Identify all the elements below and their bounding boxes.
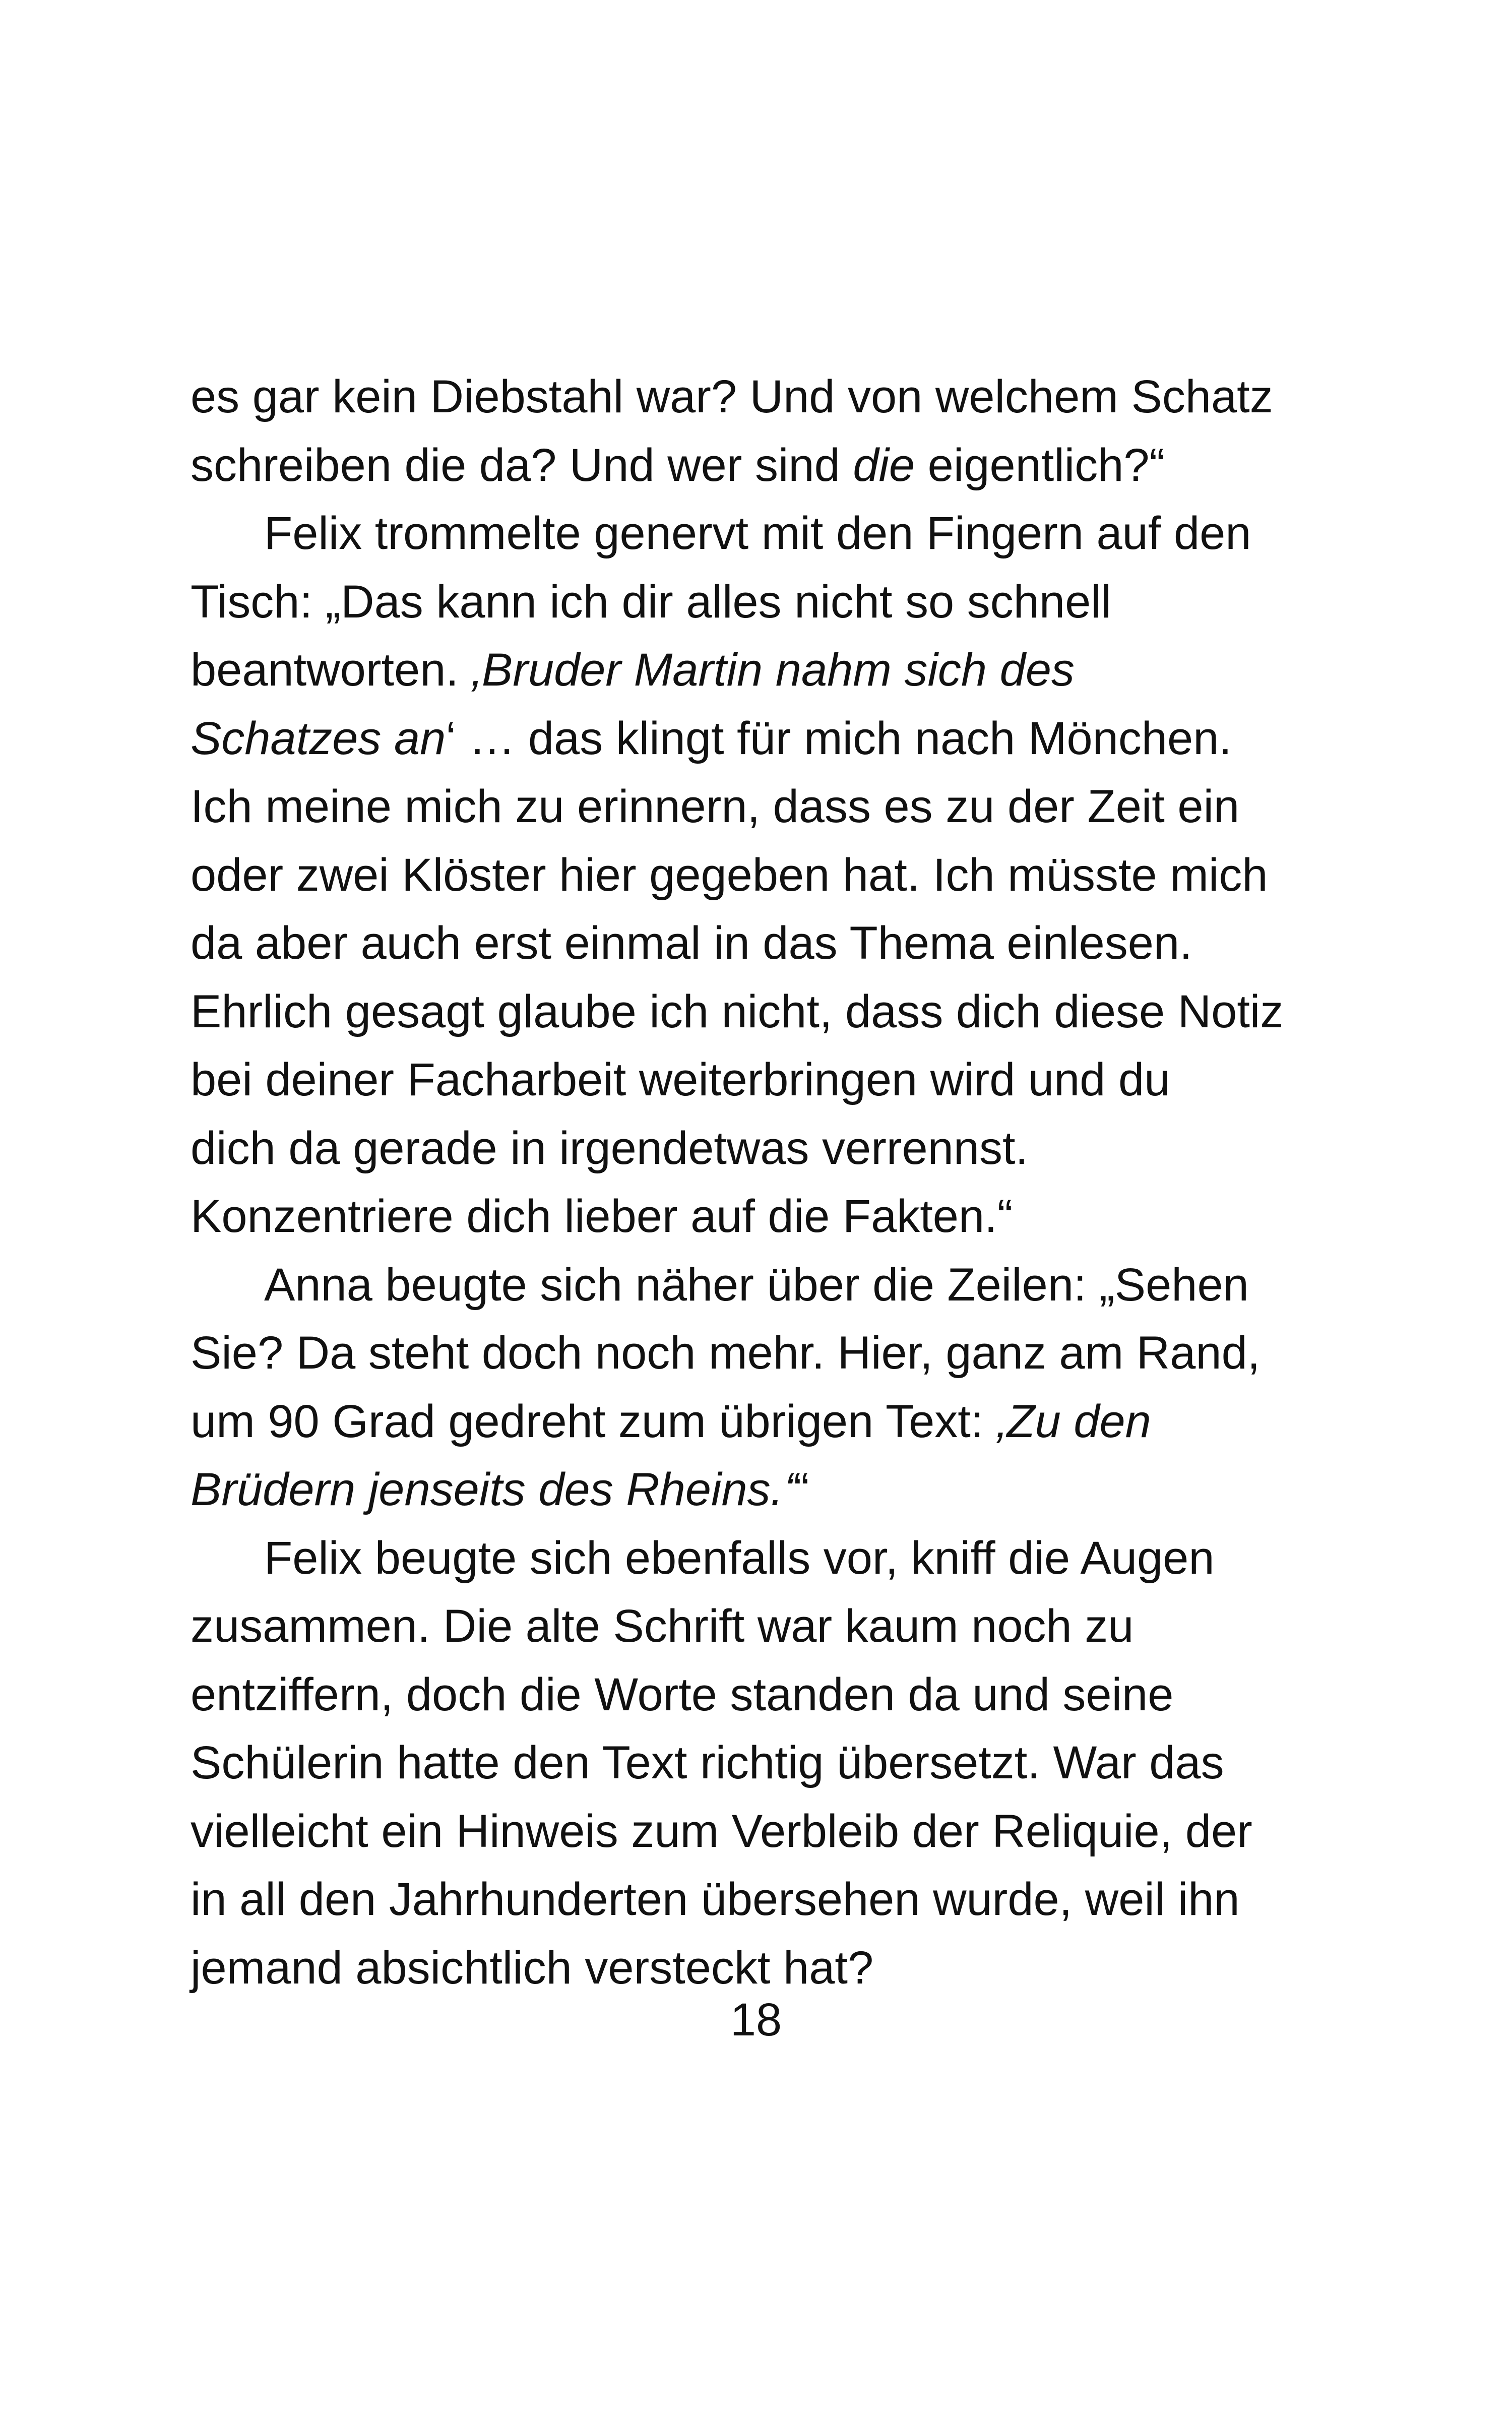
text-line [191, 1046, 1299, 1114]
text-line [191, 1592, 1299, 1661]
text-segment: es gar kein Diebstahl war? Und von welchem Schatz [191, 371, 1273, 422]
italic-text: ‚Bruder Martin nahm sich des [471, 644, 1075, 696]
text-line [191, 568, 1299, 637]
text-line [191, 1456, 1299, 1524]
text-segment: Schülerin hatte den Text richtig übersetzt. War das [191, 1737, 1224, 1788]
italic-text: die [853, 439, 915, 491]
text-line [191, 978, 1299, 1046]
text-line [191, 1729, 1299, 1798]
text-segment: Ehrlich gesagt glaube ich nicht, dass dich diese Notiz [191, 985, 1284, 1037]
text-segment: Tisch: „Das kann ich dir alles nicht so schnell [191, 576, 1112, 628]
text-line [191, 431, 1299, 500]
text-line [191, 705, 1299, 773]
text-segment: Felix beugte sich ebenfalls vor, kniff die Augen [264, 1532, 1215, 1584]
italic-text: Brüdern jenseits des Rheins.‘ [191, 1464, 794, 1515]
text-segment: oder zwei Klöster hier gegeben hat. Ich müsste mich [191, 849, 1268, 901]
text-segment: Konzentriere dich lieber auf die Fakten.“ [191, 1191, 1013, 1242]
text-line [191, 636, 1299, 705]
text-segment: beantworten. [191, 644, 472, 696]
text-line [191, 1183, 1299, 1251]
text-segment: da aber auch erst einmal in das Thema einlesen. [191, 917, 1192, 969]
text-segment: Anna beugte sich näher über die Zeilen: „Sehen [264, 1259, 1249, 1311]
text-segment: eigentlich?“ [915, 439, 1165, 491]
text-segment: jemand absichtlich versteckt hat? [191, 1942, 874, 1994]
text-line [191, 1661, 1299, 1729]
text-segment: um 90 Grad gedreht zum übrigen Text: [191, 1395, 996, 1447]
text-line [191, 1388, 1299, 1456]
page-number: 18 [730, 1994, 782, 2046]
text-line [191, 1319, 1299, 1388]
text-line [191, 909, 1299, 978]
text-segment: in all den Jahrhunderten übersehen wurde, weil ihn [191, 1874, 1240, 1925]
italic-text: ‚Zu den [996, 1395, 1151, 1447]
text-segment: ‘ … das klingt für mich nach Mönchen. [446, 712, 1232, 764]
text-segment: entziffern, doch die Worte standen da und seine [191, 1668, 1174, 1720]
text-segment: zusammen. Die alte Schrift war kaum noch zu [191, 1600, 1134, 1652]
body-text [191, 363, 1299, 2002]
text-segment: Felix trommelte genervt mit den Fingern auf den [264, 508, 1251, 559]
text-segment: Sie? Da steht doch noch mehr. Hier, ganz am Rand, [191, 1327, 1261, 1379]
text-line [191, 1251, 1299, 1320]
text-segment: vielleicht ein Hinweis zum Verbleib der Reliquie, der [191, 1805, 1252, 1857]
text-line [191, 773, 1299, 841]
text-segment: Ich meine mich zu erinnern, dass es zu der Zeit ein [191, 781, 1240, 832]
text-line [191, 363, 1299, 431]
text-line [191, 841, 1299, 910]
text-segment: bei deiner Facharbeit weiterbringen wird und du [191, 1054, 1170, 1105]
italic-text: Schatzes an [191, 712, 446, 764]
text-segment: “ [793, 1464, 809, 1515]
text-line [191, 500, 1299, 568]
text-segment: dich da gerade in irgendetwas verrennst. [191, 1122, 1029, 1174]
text-segment: schreiben die da? Und wer sind [191, 439, 853, 491]
text-line [191, 1114, 1299, 1183]
text-line [191, 1524, 1299, 1593]
text-line [191, 1866, 1299, 1934]
text-line [191, 1798, 1299, 1866]
